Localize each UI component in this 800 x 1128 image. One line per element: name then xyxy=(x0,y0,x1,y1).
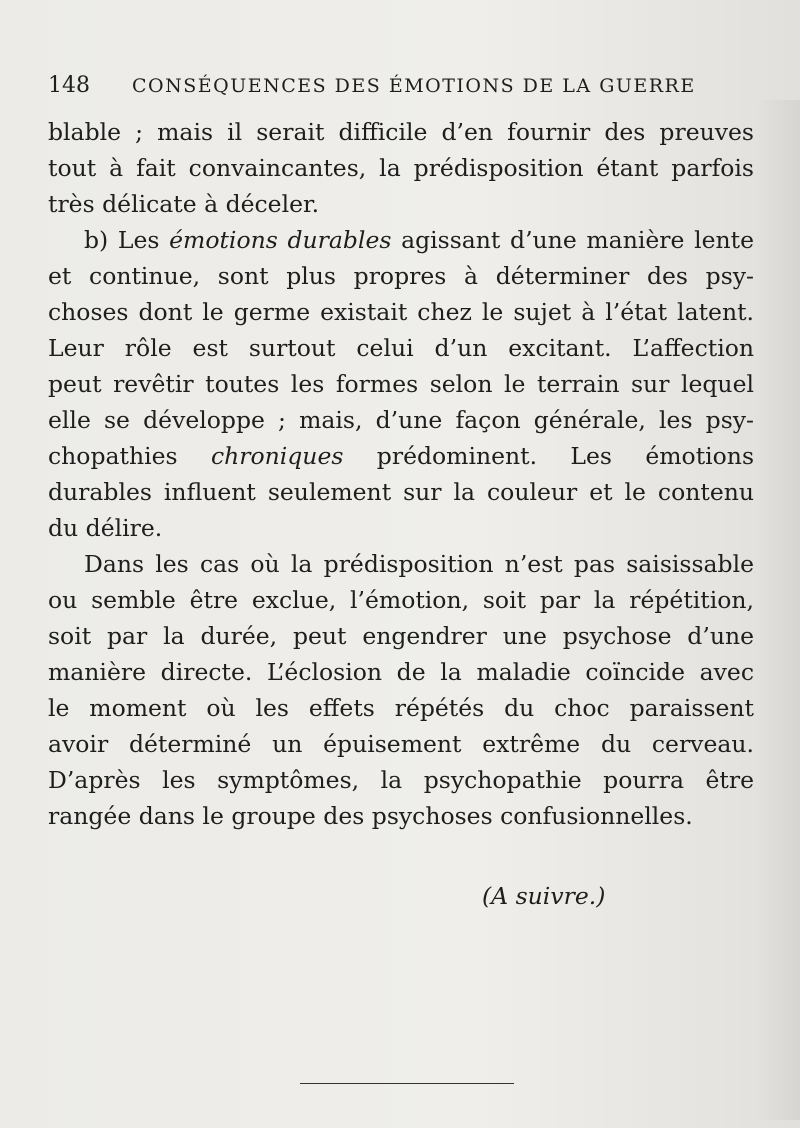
body-text xyxy=(48,114,754,834)
text-line: très délicate à déceler. xyxy=(48,190,320,218)
text-line: D’après les symptômes, la psychopathie pourra être xyxy=(48,766,754,794)
text-fragment: b) Les xyxy=(84,226,170,254)
italic-term: émotions durables xyxy=(169,226,392,254)
page-header xyxy=(48,70,708,102)
text-line: ou semble être exclue, l’émotion, soit par la répétition, xyxy=(48,586,754,614)
italic-term: chroniques xyxy=(210,442,344,470)
text-line: du délire. xyxy=(48,514,163,542)
text-fragment: chopathies xyxy=(48,442,211,470)
text-fragment: prédominent. Les émotions xyxy=(343,442,755,470)
text-line: manière directe. L’éclosion de la maladie coïncide avec xyxy=(48,658,754,686)
text-line: elle se développe ; mais, d’une façon générale, les psy- xyxy=(48,406,754,434)
page-edge-shadow xyxy=(754,100,800,1120)
text-line: Leur rôle est surtout celui d’un excitant. L’affection xyxy=(48,334,754,362)
text-line: blable ; mais il serait difficile d’en fournir des preuves xyxy=(48,118,754,146)
text-line: peut revêtir toutes les formes selon le terrain sur lequel xyxy=(48,370,754,398)
text-line: et continue, sont plus propres à déterminer des psy- xyxy=(48,262,754,290)
page-number: 148 xyxy=(48,73,90,98)
end-rule xyxy=(300,1083,514,1084)
text-line: durables influent seulement sur la couleur et le contenu xyxy=(48,478,754,506)
text-fragment: agissant d’une manière lente xyxy=(391,226,754,254)
running-head: CONSÉQUENCES DES ÉMOTIONS DE LA GUERRE xyxy=(132,75,696,97)
text-line: tout à fait convaincantes, la prédisposition étant parfois xyxy=(48,154,754,182)
text-line: rangée dans le groupe des psychoses confusionnelles. xyxy=(48,802,693,830)
text-line xyxy=(48,222,754,258)
to-be-continued: (A suivre.) xyxy=(482,882,606,910)
text-line: choses dont le germe existait chez le sujet à l’état latent. xyxy=(48,298,754,326)
text-line xyxy=(48,438,754,474)
text-line: avoir déterminé un épuisement extrême du cerveau. xyxy=(48,730,754,758)
text-line: le moment où les effets répétés du choc paraissent xyxy=(48,694,754,722)
text-line: Dans les cas où la prédisposition n’est pas saisissable xyxy=(84,550,754,578)
text-line: soit par la durée, peut engendrer une psychose d’une xyxy=(48,622,754,650)
